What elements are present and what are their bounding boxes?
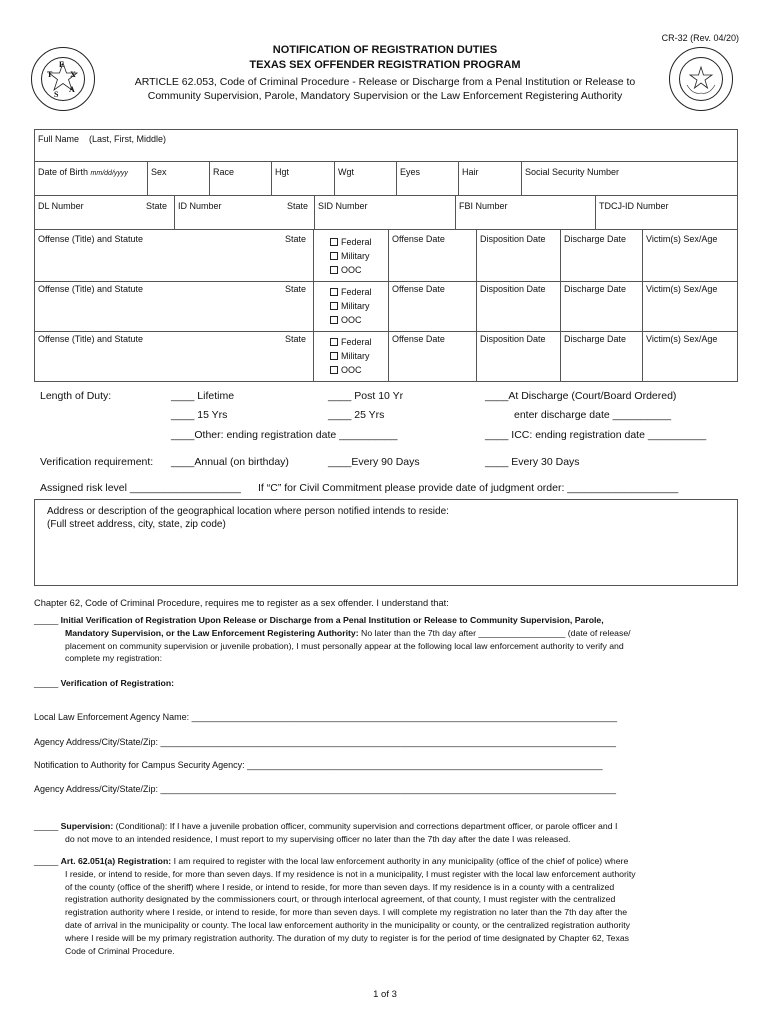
agency-address-field[interactable]: Agency Address/City/State/Zip: ___________________________________________________________________________________________ bbox=[34, 737, 617, 747]
supervision-paragraph: _____ Supervision: (Conditional): If I have a juvenile probation officer, community supervision and corrections department officer, or parole officer and I do not move to an intended residence, I must report to my supervising officer no later than the 7th day after the date I was released. bbox=[34, 821, 618, 844]
id-state-field[interactable]: State bbox=[287, 201, 309, 211]
id-number-field[interactable]: ID Number bbox=[178, 201, 222, 211]
federal-checkbox[interactable]: Federal bbox=[330, 235, 372, 249]
post-10-yr-option[interactable]: ____ Post 10 Yr bbox=[328, 390, 404, 402]
offense-date-field[interactable]: Offense Date bbox=[392, 334, 445, 344]
art-62-051-paragraph: _____ Art. 62.051(a) Registration: I am required to register with the local law enforcement authority in any municipality (office of the chief of police) where I reside, or intend to reside, for more than seven days. If my residence is not in a municipality, I must register with the local law enforcement authority of the county (office of the sheriff) where I reside, or intend to reside, for more than seven days. If my residence is in a county with a centralized registration authority designated by the commissioners court, or through interlocal agreement, of that county, I must register with the centralized registration authority where I reside, or intend to reside, for more than seven days. I will complete my registration no later than the 7th day after the date of arrival in the municipality or county. The local law enforcement authority in the municipality or county, or the centralized registration authority where I reside will be my primary registration authority. The duration of my duty to register is for the period of time designated by Chapter 62, Texas Code of Criminal Procedure. bbox=[34, 856, 636, 956]
dl-state-field[interactable]: State bbox=[146, 201, 168, 211]
texas-state-seal-logo bbox=[669, 47, 733, 111]
disposition-date-field[interactable]: Disposition Date bbox=[480, 334, 546, 344]
ooc-checkbox[interactable]: OOC bbox=[330, 313, 372, 327]
art-62-051-initial-blank[interactable]: _____ bbox=[34, 856, 59, 866]
disposition-date-field[interactable]: Disposition Date bbox=[480, 284, 546, 294]
full-name-field[interactable]: Full Name (Last, First, Middle) bbox=[38, 134, 167, 144]
campus-agency-address-field[interactable]: Agency Address/City/State/Zip: ___________________________________________________________________________________________ bbox=[34, 784, 617, 794]
campus-security-agency-field[interactable]: Notification to Authority for Campus Security Agency: _______________________________________________________________________ bbox=[34, 760, 603, 770]
sid-number-field[interactable]: SID Number bbox=[318, 201, 368, 211]
discharge-date-field[interactable]: Discharge Date bbox=[564, 234, 627, 244]
tdcj-number-field[interactable]: TDCJ-ID Number bbox=[599, 201, 669, 211]
offense-statute-field[interactable]: Offense (Title) and Statute bbox=[38, 334, 144, 344]
25-yrs-option[interactable]: ____ 25 Yrs bbox=[328, 409, 385, 421]
jurisdiction-checkboxes[interactable] bbox=[330, 285, 372, 327]
victim-sex-age-field[interactable]: Victim(s) Sex/Age bbox=[646, 284, 718, 294]
offense-date-field[interactable]: Offense Date bbox=[392, 234, 445, 244]
race-field[interactable]: Race bbox=[213, 167, 235, 177]
dl-number-field[interactable]: DL Number bbox=[38, 201, 84, 211]
offense-state-field[interactable]: State bbox=[285, 284, 307, 294]
lifetime-option[interactable]: ____ Lifetime bbox=[171, 390, 235, 402]
eyes-field[interactable]: Eyes bbox=[400, 167, 421, 177]
victim-sex-age-field[interactable]: Victim(s) Sex/Age bbox=[646, 334, 718, 344]
jurisdiction-checkboxes[interactable] bbox=[330, 235, 372, 277]
offense-state-field[interactable]: State bbox=[285, 334, 307, 344]
date-of-birth-field[interactable]: Date of Birth mm/dd/yyyy bbox=[38, 167, 128, 177]
discharge-date-entry[interactable]: enter discharge date __________ bbox=[514, 409, 672, 421]
every-90-days-option[interactable]: ____Every 90 Days bbox=[328, 456, 420, 468]
icc-ending-date-option[interactable]: ____ ICC: ending registration date __________ bbox=[485, 429, 707, 441]
disposition-date-field[interactable]: Disposition Date bbox=[480, 234, 546, 244]
discharge-date-field[interactable]: Discharge Date bbox=[564, 334, 627, 344]
ooc-checkbox[interactable]: OOC bbox=[330, 363, 372, 377]
address-box-label: Address or description of the geographical location where person notified intends to reside: bbox=[47, 506, 449, 517]
ooc-checkbox[interactable]: OOC bbox=[330, 263, 372, 277]
military-checkbox[interactable]: Military bbox=[330, 299, 372, 313]
length-of-duty-label: Length of Duty: bbox=[40, 390, 112, 402]
federal-checkbox[interactable]: Federal bbox=[330, 335, 372, 349]
victim-sex-age-field[interactable]: Victim(s) Sex/Age bbox=[646, 234, 718, 244]
sex-field[interactable]: Sex bbox=[151, 167, 167, 177]
offense-statute-field[interactable]: Offense (Title) and Statute bbox=[38, 284, 144, 294]
form-title: NOTIFICATION OF REGISTRATION DUTIES bbox=[272, 44, 498, 56]
verification-requirement-label: Verification requirement: bbox=[40, 456, 154, 468]
annual-option[interactable]: ____Annual (on birthday) bbox=[171, 456, 289, 468]
local-agency-name-field[interactable]: Local Law Enforcement Agency Name: _____________________________________________________________________________________ bbox=[34, 712, 618, 722]
initial-verification-initial-blank[interactable]: _____ bbox=[34, 615, 59, 625]
initial-verification-paragraph: _____ Initial Verification of Registration Upon Release or Discharge from a Penal Institution or Release to Community Supervision, Parole, Mandatory Supervision, or the Law Enforcement Registering Authority: No later than the 7th day after __________________ (date of release/ placement on community supervision or juvenile probation), I must personally appear at the following local law enforcement authority to verify and complete my registration: bbox=[34, 615, 631, 664]
verification-of-registration-line: _____ Verification of Registration: bbox=[34, 678, 175, 688]
address-box[interactable] bbox=[34, 499, 738, 586]
chapter-62-intro: Chapter 62, Code of Criminal Procedure, requires me to register as a sex offender. I understand that: bbox=[34, 598, 449, 608]
15-yrs-option[interactable]: ____ 15 Yrs bbox=[171, 409, 228, 421]
program-title: TEXAS SEX OFFENDER REGISTRATION PROGRAM bbox=[249, 59, 521, 71]
at-discharge-option[interactable]: ____At Discharge (Court/Board Ordered) bbox=[485, 390, 677, 402]
military-checkbox[interactable]: Military bbox=[330, 349, 372, 363]
military-checkbox[interactable]: Military bbox=[330, 249, 372, 263]
form-code: CR-32 (Rev. 04/20) bbox=[661, 33, 739, 43]
address-box-hint: (Full street address, city, state, zip code) bbox=[47, 519, 226, 530]
weight-field[interactable]: Wgt bbox=[338, 167, 355, 177]
offense-statute-field[interactable]: Offense (Title) and Statute bbox=[38, 234, 144, 244]
federal-checkbox[interactable]: Federal bbox=[330, 285, 372, 299]
discharge-date-field[interactable]: Discharge Date bbox=[564, 284, 627, 294]
article-citation: ARTICLE 62.053, Code of Criminal Procedure - Release or Discharge from a Penal Institution or Release to Community Supervision, Parole, Mandatory Supervision or the Law Enforcement Registering Authority bbox=[134, 76, 636, 102]
height-field[interactable]: Hgt bbox=[275, 167, 290, 177]
ssn-field[interactable]: Social Security Number bbox=[525, 167, 620, 177]
offense-date-field[interactable]: Offense Date bbox=[392, 284, 445, 294]
other-ending-date-option[interactable]: ____Other: ending registration date __________ bbox=[171, 429, 398, 441]
fbi-number-field[interactable]: FBI Number bbox=[459, 201, 508, 211]
dps-seal-logo: E X T A S bbox=[31, 47, 95, 111]
page-number: 1 of 3 bbox=[373, 989, 397, 1000]
hair-field[interactable]: Hair bbox=[462, 167, 479, 177]
civil-commitment-field[interactable]: If “C” for Civil Commitment please provide date of judgment order: ___________________ bbox=[258, 482, 679, 494]
verification-initial-blank[interactable]: _____ bbox=[34, 678, 59, 688]
jurisdiction-checkboxes[interactable] bbox=[330, 335, 372, 377]
every-30-days-option[interactable]: ____ Every 30 Days bbox=[485, 456, 580, 468]
assigned-risk-level-field[interactable]: Assigned risk level ___________________ bbox=[40, 482, 241, 494]
offense-state-field[interactable]: State bbox=[285, 234, 307, 244]
supervision-initial-blank[interactable]: _____ bbox=[34, 821, 59, 831]
